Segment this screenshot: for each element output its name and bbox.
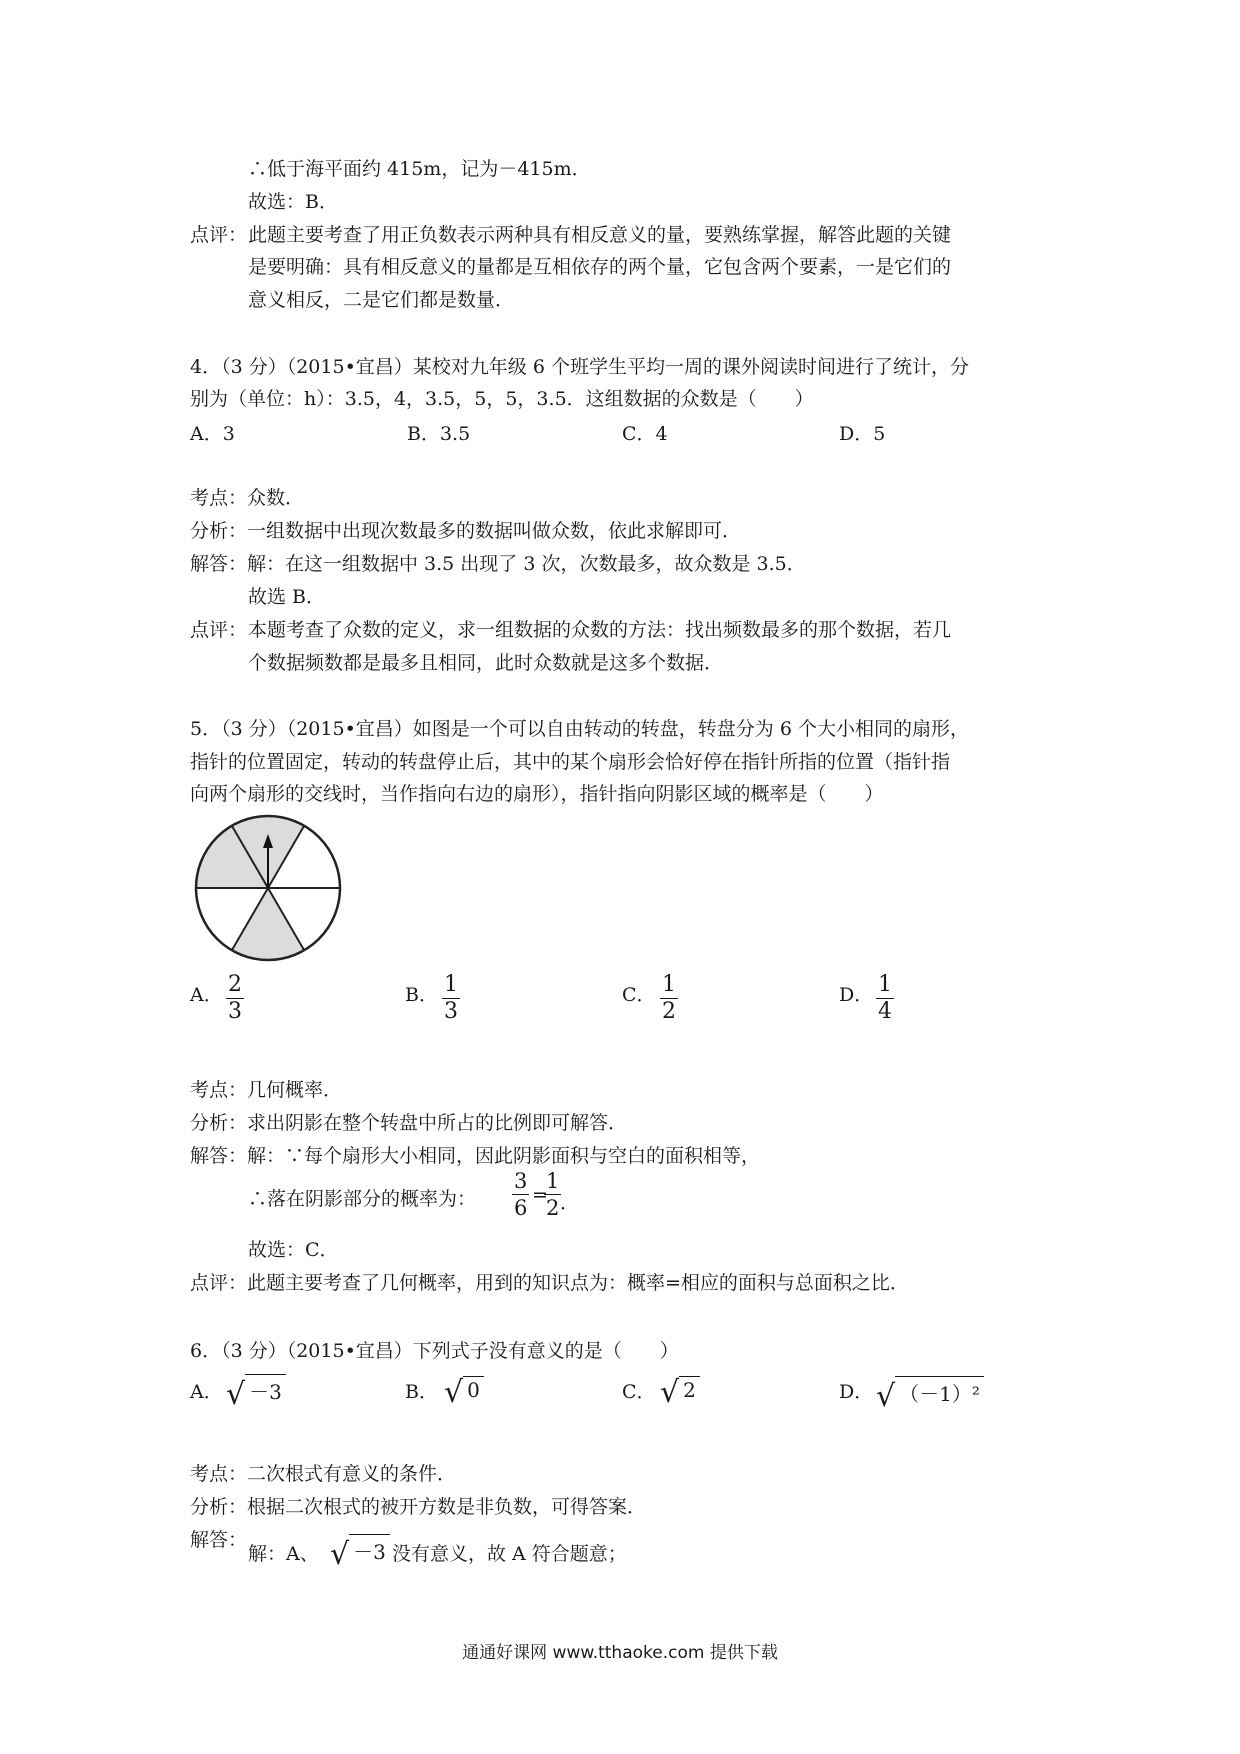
option-d-fraction: $\frac{1}{4}$ bbox=[878, 972, 892, 1024]
analysis-line: 分析：根据二次根式的被开方数是非负数，可得答案． bbox=[190, 1496, 647, 1518]
topic-line: 考点：几何概率． bbox=[190, 1079, 343, 1101]
option-d-label: D． bbox=[839, 1381, 874, 1403]
option-d: D．5 bbox=[839, 423, 886, 445]
option-c-label: C． bbox=[622, 984, 656, 1006]
sqrt-sign-icon: √ bbox=[444, 1375, 464, 1410]
question-stem: 6．（3 分）（2015•宜昌）下列式子没有意义的是（ ） bbox=[190, 1340, 679, 1362]
answer-line: 故选 B． bbox=[248, 586, 326, 608]
option-b-label: B． bbox=[405, 984, 438, 1006]
fraction-three-sixths: $\frac{3}{6}$ bbox=[514, 1169, 528, 1220]
period: ． bbox=[560, 1192, 580, 1214]
question-stem: 4．（3 分）（2015•宜昌）某校对九年级 6 个班学生平均一周的课外阅读时间进行了统计，分 bbox=[190, 356, 969, 378]
option-b: B．3.5 bbox=[407, 423, 471, 445]
option-c-label: C． bbox=[622, 1381, 656, 1403]
solution-label: 解答： bbox=[190, 1529, 248, 1551]
sqrt-sign-icon: √ bbox=[660, 1375, 680, 1410]
comment-line: 点评：此题主要考查了几何概率，用到的知识点为：概率=相应的面积与总面积之比． bbox=[190, 1272, 909, 1294]
text-line: 故选：B． bbox=[248, 191, 338, 213]
option-a-sqrt: √ －3 bbox=[226, 1372, 286, 1407]
option-a-label: A． bbox=[190, 1381, 223, 1403]
option-a-fraction: $\frac{2}{3}$ bbox=[228, 972, 242, 1024]
option-a-label: A． bbox=[190, 984, 223, 1006]
option-c-fraction: $\frac{1}{2}$ bbox=[662, 972, 676, 1024]
topic-line: 考点：众数． bbox=[190, 487, 305, 509]
option-b-label: B． bbox=[405, 1381, 438, 1403]
text-line: ∴低于海平面约 415m，记为－415m． bbox=[248, 158, 591, 180]
spinner-figure bbox=[188, 810, 348, 970]
comment-label: 点评： bbox=[190, 619, 248, 641]
solution-line: 解答：解：在这一组数据中 3.5 出现了 3 次，次数最多，故众数是 3.5． bbox=[190, 553, 806, 575]
question-stem: 别为（单位：h）：3.5，4，3.5，5，5，3.5．这组数据的众数是（ ） bbox=[190, 388, 814, 410]
answer-line: 故选：C． bbox=[248, 1239, 339, 1261]
solution-line: 没有意义，故 A 符合题意； bbox=[392, 1543, 627, 1565]
solution-line: 解答：解：∵每个扇形大小相同，因此阴影面积与空白的面积相等， bbox=[190, 1145, 761, 1167]
solution-sqrt: √ －3 bbox=[330, 1532, 390, 1567]
page-footer: 通通好课网 www.tthaoke.com 提供下载 bbox=[462, 1643, 778, 1663]
option-b-fraction: $\frac{1}{3}$ bbox=[444, 972, 458, 1024]
solution-line: 解：A、 bbox=[248, 1543, 319, 1565]
text-line: 是要明确：具有相反意义的量都是互相依存的两个量，它包含两个要素，一是它们的 bbox=[248, 256, 952, 278]
shaded-sector bbox=[232, 888, 304, 960]
text-line: 本题考查了众数的定义，求一组数据的众数的方法：找出频数最多的那个数据，若几 bbox=[248, 619, 952, 641]
sqrt-sign-icon: √ bbox=[876, 1379, 896, 1414]
comment-label: 点评： bbox=[190, 224, 248, 246]
fraction-one-half: $\frac{1}{2}$ bbox=[546, 1169, 560, 1220]
question-stem: 5．（3 分）（2015•宜昌）如图是一个可以自由转动的转盘，转盘分为 6 个大小相同的扇形， bbox=[190, 718, 969, 740]
topic-line: 考点：二次根式有意义的条件． bbox=[190, 1463, 457, 1485]
analysis-line: 分析：一组数据中出现次数最多的数据叫做众数，依此求解即可． bbox=[190, 520, 742, 542]
sqrt-sign-icon: √ bbox=[226, 1377, 246, 1412]
question-stem: 向两个扇形的交线时，当作指向右边的扇形），指针指向阴影区域的概率是（ ） bbox=[190, 783, 884, 805]
text-line: 此题主要考查了用正负数表示两种具有相反意义的量，要熟练掌握，解答此题的关键 bbox=[248, 224, 952, 246]
option-c: C．4 bbox=[622, 423, 668, 445]
analysis-line: 分析：求出阴影在整个转盘中所占的比例即可解答． bbox=[190, 1112, 628, 1134]
option-a: A．3 bbox=[190, 423, 235, 445]
sqrt-sign-icon: √ bbox=[330, 1537, 350, 1572]
equals-sign: = bbox=[532, 1184, 548, 1206]
option-d-sqrt: √ （－1）² bbox=[876, 1374, 984, 1409]
option-d-label: D． bbox=[839, 984, 874, 1006]
option-b-sqrt: √ 0 bbox=[444, 1370, 484, 1405]
option-c-sqrt: √ 2 bbox=[660, 1370, 700, 1405]
text-line: 意义相反，二是它们都是数量． bbox=[248, 289, 515, 311]
question-stem: 指针的位置固定，转动的转盘停止后，其中的某个扇形会恰好停在指针所指的位置（指针指 bbox=[190, 751, 951, 773]
text-line: 个数据频数都是最多且相同，此时众数就是这多个数据． bbox=[248, 652, 724, 674]
solution-line: ∴落在阴影部分的概率为： bbox=[248, 1188, 477, 1210]
